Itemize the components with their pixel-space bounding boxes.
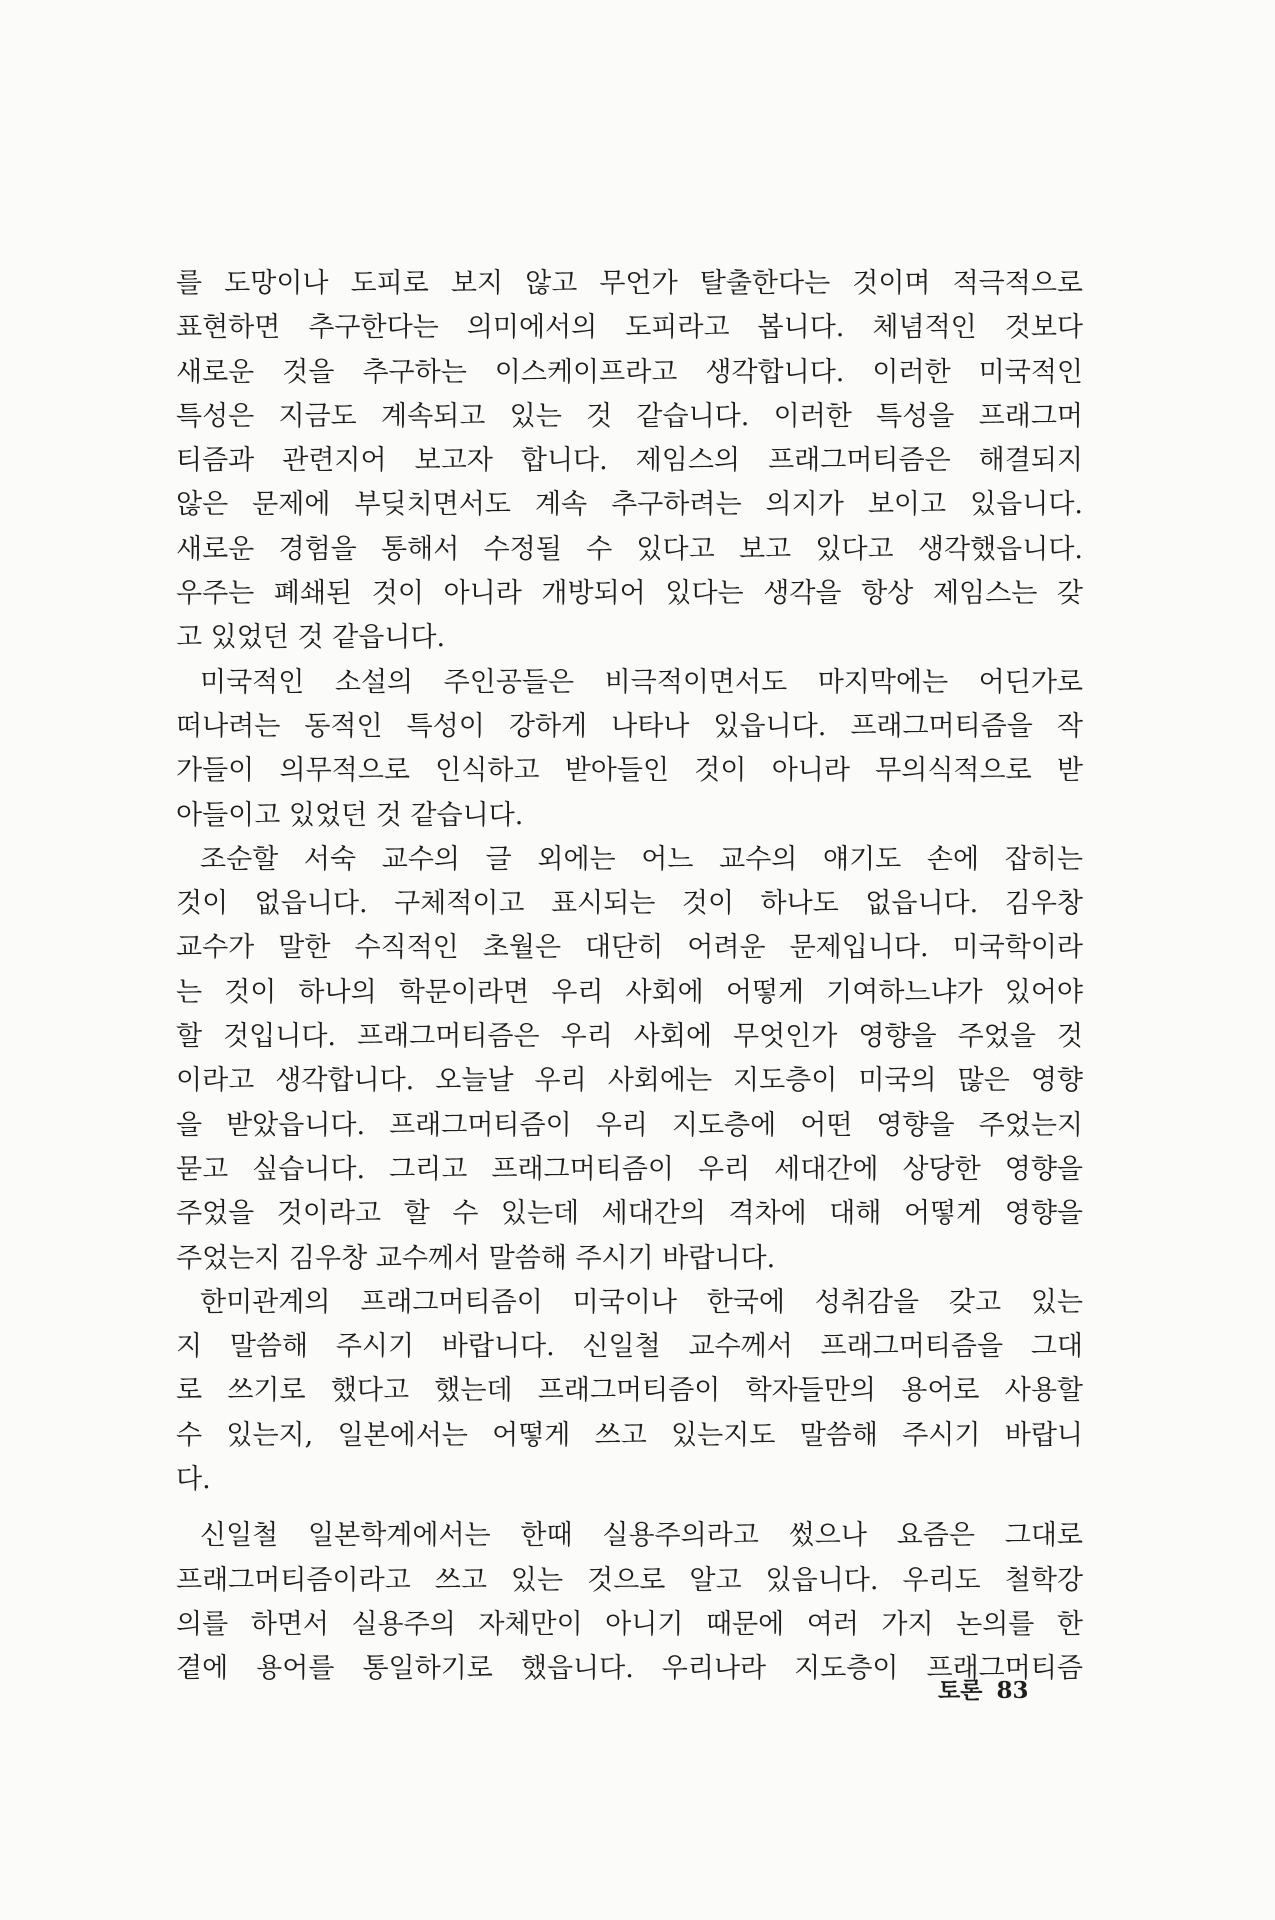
text-line: 의를 하면서 실용주의 자체만이 아니기 때문에 여러 가지 논의를 한 <box>176 1608 1083 1640</box>
text-line: 고 있었던 것 같읍니다. <box>176 622 446 654</box>
text-line: 로 쓰기로 했다고 했는데 프래그머티즘이 학자들만의 용어로 사용할 <box>176 1375 1083 1407</box>
text-line: 는 것이 하나의 학문이라면 우리 사회에 어떻게 기여하느냐가 있어야 <box>176 976 1083 1008</box>
text-line: 미국적인 소설의 주인공들은 비극적이면서도 마지막에는 어딘가로 <box>200 666 1083 698</box>
text-line: 묻고 싶습니다. 그리고 프래그머티즘이 우리 세대간에 상당한 영향을 <box>176 1153 1083 1185</box>
text-line: 우주는 폐쇄된 것이 아니라 개방되어 있다는 생각을 항상 제임스는 갖 <box>176 578 1083 610</box>
text-line: 할 것입니다. 프래그머티즘은 우리 사회에 무엇인가 영향을 주었을 것 <box>176 1021 1083 1053</box>
text-line: 새로운 것을 추구하는 이스케이프라고 생각합니다. 이러한 미국적인 <box>176 356 1083 388</box>
section-title: 토론 <box>938 1677 983 1704</box>
text-line: 교수가 말한 수직적인 초월은 대단히 어려운 문제입니다. 미국학이라 <box>176 932 1083 964</box>
text-line: 다. <box>176 1464 211 1496</box>
body-text <box>176 262 1083 1692</box>
page-number: 83 <box>996 1677 1029 1704</box>
text-line: 이라고 생각합니다. 오늘날 우리 사회에는 지도층이 미국의 많은 영향 <box>176 1065 1083 1097</box>
text-line: 신일철 일본학계에서는 한때 실용주의라고 썼으나 요즘은 그대로 <box>200 1520 1083 1552</box>
text-line: 지 말씀해 주시기 바랍니다. 신일철 교수께서 프래그머티즘을 그대 <box>176 1331 1083 1363</box>
paragraph-gap <box>176 1502 1083 1514</box>
text-line: 아들이고 있었던 것 같습니다. <box>176 799 524 831</box>
text-line: 주었는지 김우창 교수께서 말씀해 주시기 바랍니다. <box>176 1242 776 1274</box>
text-line: 를 도망이나 도피로 보지 않고 무언가 탈출한다는 것이며 적극적으로 <box>176 268 1083 299</box>
text-line: 수 있는지, 일본에서는 어떻게 쓰고 있는지도 말씀해 주시기 바랍니 <box>176 1419 1083 1451</box>
text-line: 곁에 용어를 통일하기로 했읍니다. 우리나라 지도층이 프래그머티즘 <box>176 1653 1083 1685</box>
text-line: 을 받았읍니다. 프래그머티즘이 우리 지도층에 어떤 영향을 주었는지 <box>176 1109 1083 1141</box>
text-line: 표현하면 추구한다는 의미에서의 도피라고 봅니다. 체념적인 것보다 <box>176 312 1083 344</box>
text-line: 프래그머티즘이라고 쓰고 있는 것으로 알고 있읍니다. 우리도 철학강 <box>176 1564 1083 1596</box>
text-line: 주었을 것이라고 할 수 있는데 세대간의 격차에 대해 어떻게 영향을 <box>176 1198 1083 1230</box>
text-line: 떠나려는 동적인 특성이 강하게 나타나 있읍니다. 프래그머티즘을 작 <box>176 710 1083 742</box>
text-line: 새로운 경험을 통해서 수정될 수 있다고 보고 있다고 생각했읍니다. <box>176 533 1083 565</box>
text-line: 것이 없읍니다. 구체적이고 표시되는 것이 하나도 없읍니다. 김우창 <box>176 888 1083 920</box>
page-footer <box>938 1672 1028 1705</box>
text-line: 한미관계의 프래그머티즘이 미국이나 한국에 성취감을 갖고 있는 <box>200 1286 1083 1318</box>
text-line: 가들이 의무적으로 인식하고 받아들인 것이 아니라 무의식적으로 받 <box>176 755 1083 787</box>
text-line: 티즘과 관련지어 보고자 합니다. 제임스의 프래그머티즘은 해결되지 <box>176 445 1083 477</box>
text-line: 않은 문제에 부딪치면서도 계속 추구하려는 의지가 보이고 있읍니다. <box>176 489 1083 521</box>
text-line: 조순할 서숙 교수의 글 외에는 어느 교수의 얘기도 손에 잡히는 <box>200 843 1083 875</box>
text-line: 특성은 지금도 계속되고 있는 것 같습니다. 이러한 특성을 프래그머 <box>176 400 1083 432</box>
